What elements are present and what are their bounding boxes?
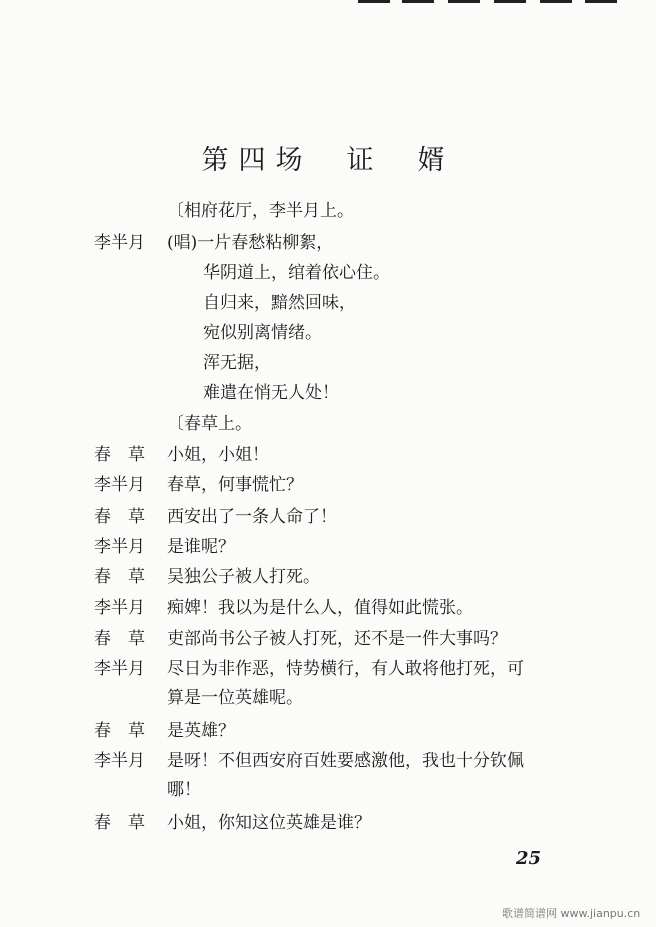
top-border-mark [358, 0, 390, 3]
top-border-mark [585, 0, 617, 3]
song-verse: 自归来，黯然回味， [203, 293, 356, 313]
scene-title-word1: 证 [346, 145, 384, 176]
page-number: 25 [516, 848, 542, 869]
speaker-name: 李半月 [94, 233, 145, 253]
stage-direction: 〔春草上。 [167, 414, 252, 434]
dialogue-line: 春草，何事慌忙？ [167, 475, 303, 495]
speaker-name: 春 草 [94, 721, 145, 741]
dialogue-continuation: 哪！ [167, 780, 201, 800]
song-verse: 华阴道上，绾着依心住。 [203, 263, 390, 283]
speaker-name: 李半月 [94, 475, 145, 495]
stage-direction: 〔相府花厅，李半月上。 [167, 201, 354, 221]
dialogue-line: 是英雄？ [167, 721, 235, 741]
dialogue-line: 是谁呢？ [167, 537, 235, 557]
scene-title-number: 第四场 [201, 145, 313, 176]
top-border-mark [402, 0, 434, 3]
speaker-name: 李半月 [94, 751, 145, 771]
dialogue-line: 尽日为非作恶，恃势横行，有人敢将他打死，可 [167, 659, 524, 679]
speaker-name: 李半月 [94, 537, 145, 557]
dialogue-line: 西安出了一条人命了！ [167, 507, 337, 527]
top-border-mark [448, 0, 480, 3]
dialogue-line: 是呀！不但西安府百姓要感激他，我也十分钦佩 [167, 751, 524, 771]
speaker-name: 春 草 [94, 813, 145, 833]
dialogue-line: 吴独公子被人打死。 [167, 567, 320, 587]
dialogue-line: 痴婢！我以为是什么人，值得如此慌张。 [167, 598, 473, 618]
song-verse: 浑无据， [203, 353, 271, 373]
dialogue-line: 吏部尚书公子被人打死，还不是一件大事吗？ [167, 629, 507, 649]
speaker-name: 李半月 [94, 598, 145, 618]
dialogue-line: 小姐，你知这位英雄是谁？ [167, 813, 371, 833]
top-border-mark [540, 0, 572, 3]
top-border-mark [494, 0, 526, 3]
speaker-name: 春 草 [94, 629, 145, 649]
speaker-name: 李半月 [94, 659, 145, 679]
speaker-name: 春 草 [94, 567, 145, 587]
song-verse: 宛似别离情绪。 [203, 323, 322, 343]
speaker-name: 春 草 [94, 507, 145, 527]
scene-title [0, 138, 656, 177]
dialogue-continuation: 算是一位英雄呢。 [167, 688, 303, 708]
watermark: 歌谱简谱网 www.jianpu.cn [502, 907, 641, 920]
scene-title-word2: 婿 [417, 145, 455, 176]
speaker-name: 春 草 [94, 445, 145, 465]
song-verse: 难遣在悄无人处！ [203, 383, 339, 403]
dialogue-line: 小姐，小姐！ [167, 445, 269, 465]
song-first-line: (唱)一片春愁粘柳絮， [167, 233, 334, 253]
